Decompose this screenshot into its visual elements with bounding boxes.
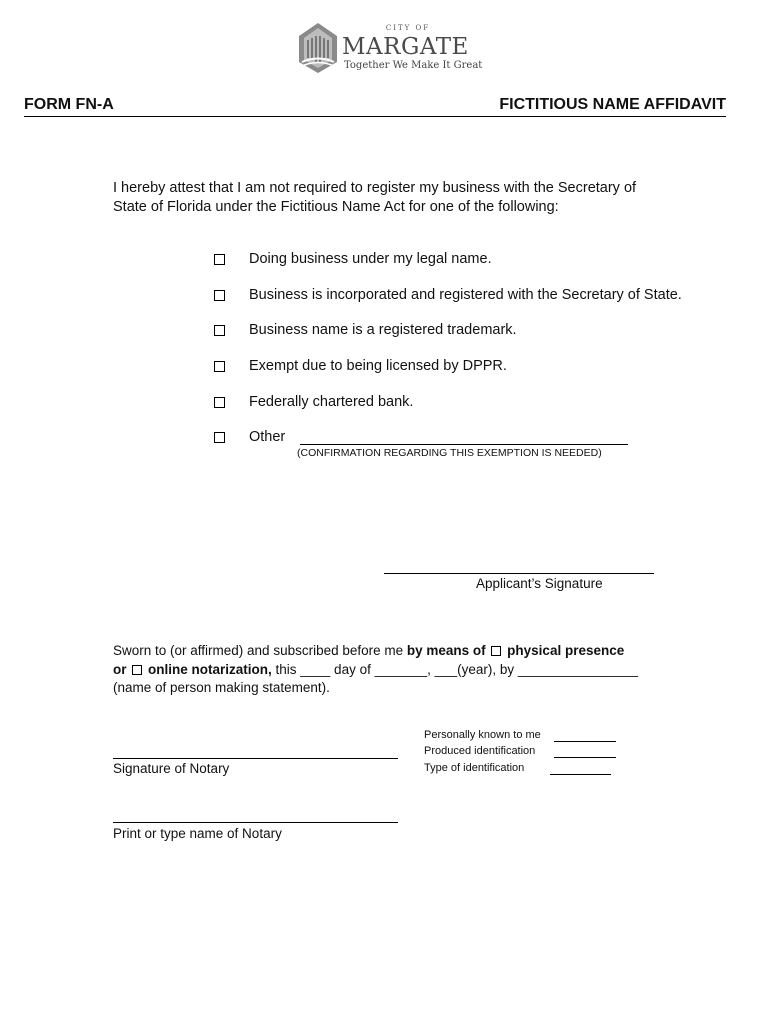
attestation-line-2: State of Florida under the Fictitious Name Act for one of the following: — [113, 199, 559, 215]
form-title: FICTITIOUS NAME AFFIDAVIT — [499, 96, 726, 113]
sworn-line-3: (name of person making statement). — [113, 680, 330, 695]
city-logo — [298, 22, 483, 74]
sworn-date-text: this ____ day of _______, ___(year), by ________________ — [271, 661, 639, 677]
notary-signature-label: Signature of Notary — [113, 761, 230, 776]
id-type-blank[interactable] — [550, 774, 611, 775]
option-label: Doing business under my legal name. — [249, 251, 492, 267]
checkbox-bank[interactable] — [214, 397, 225, 408]
physical-presence-label: physical presence — [503, 643, 625, 658]
sworn-bold: by means of — [406, 643, 490, 658]
checkbox-dppr[interactable] — [214, 361, 225, 372]
other-note: (CONFIRMATION REGARDING THIS EXEMPTION IS NEEDED) — [297, 447, 602, 459]
checkbox-online-notarization[interactable] — [132, 665, 142, 675]
id-type-label: Type of identification — [424, 762, 525, 774]
form-id: FORM FN-A — [24, 96, 114, 113]
option-label: Business is incorporated and registered with the Secretary of State. — [249, 287, 682, 303]
id-known-row — [424, 729, 541, 741]
id-known-label: Personally known to me — [424, 729, 541, 741]
checkbox-physical-presence[interactable] — [491, 646, 501, 656]
option-bank — [214, 394, 734, 414]
sworn-line-2 — [113, 661, 713, 680]
attestation-line-1: I hereby attest that I am not required to register my business with the Secretary of — [113, 180, 637, 196]
checkbox-trademark[interactable] — [214, 325, 225, 336]
sworn-line-1 — [113, 642, 713, 661]
id-produced-blank[interactable] — [554, 757, 616, 758]
notary-signature-line[interactable] — [113, 758, 398, 759]
option-label: Exempt due to being licensed by DPPR. — [249, 358, 507, 374]
sworn-statement — [113, 642, 713, 698]
checkbox-legal-name[interactable] — [214, 254, 225, 265]
notary-print-name-label: Print or type name of Notary — [113, 826, 282, 841]
option-incorporated — [214, 287, 734, 307]
notary-print-name-line[interactable] — [113, 822, 398, 823]
checkbox-other[interactable] — [214, 432, 225, 443]
applicant-signature-line[interactable] — [384, 573, 654, 574]
sworn-bold: or — [113, 661, 131, 677]
option-label: Business name is a registered trademark. — [249, 322, 517, 338]
attestation-text — [113, 179, 683, 217]
applicant-signature-label: Applicant’s Signature — [476, 576, 603, 591]
id-produced-label: Produced identification — [424, 745, 536, 757]
sworn-text: Sworn to (or affirmed) and subscribed before me — [113, 643, 407, 658]
option-dppr — [214, 358, 734, 378]
option-label: Other — [249, 429, 286, 445]
id-type-row — [424, 762, 524, 774]
logo-city-name: MARGATE — [342, 34, 469, 60]
checkbox-incorporated[interactable] — [214, 290, 225, 301]
other-input-line[interactable] — [300, 444, 628, 445]
online-notarization-label: online notarization, — [144, 661, 272, 677]
option-legal-name — [214, 251, 734, 271]
id-known-blank[interactable] — [554, 741, 616, 742]
option-other — [214, 429, 734, 449]
option-trademark — [214, 322, 734, 342]
logo-city-of: CITY OF — [385, 24, 431, 32]
option-label: Federally chartered bank. — [249, 394, 414, 410]
form-header — [24, 96, 726, 117]
logo-tagline: Together We Make It Great — [344, 60, 483, 71]
margate-emblem-icon — [298, 22, 338, 74]
id-produced-row — [424, 745, 535, 757]
